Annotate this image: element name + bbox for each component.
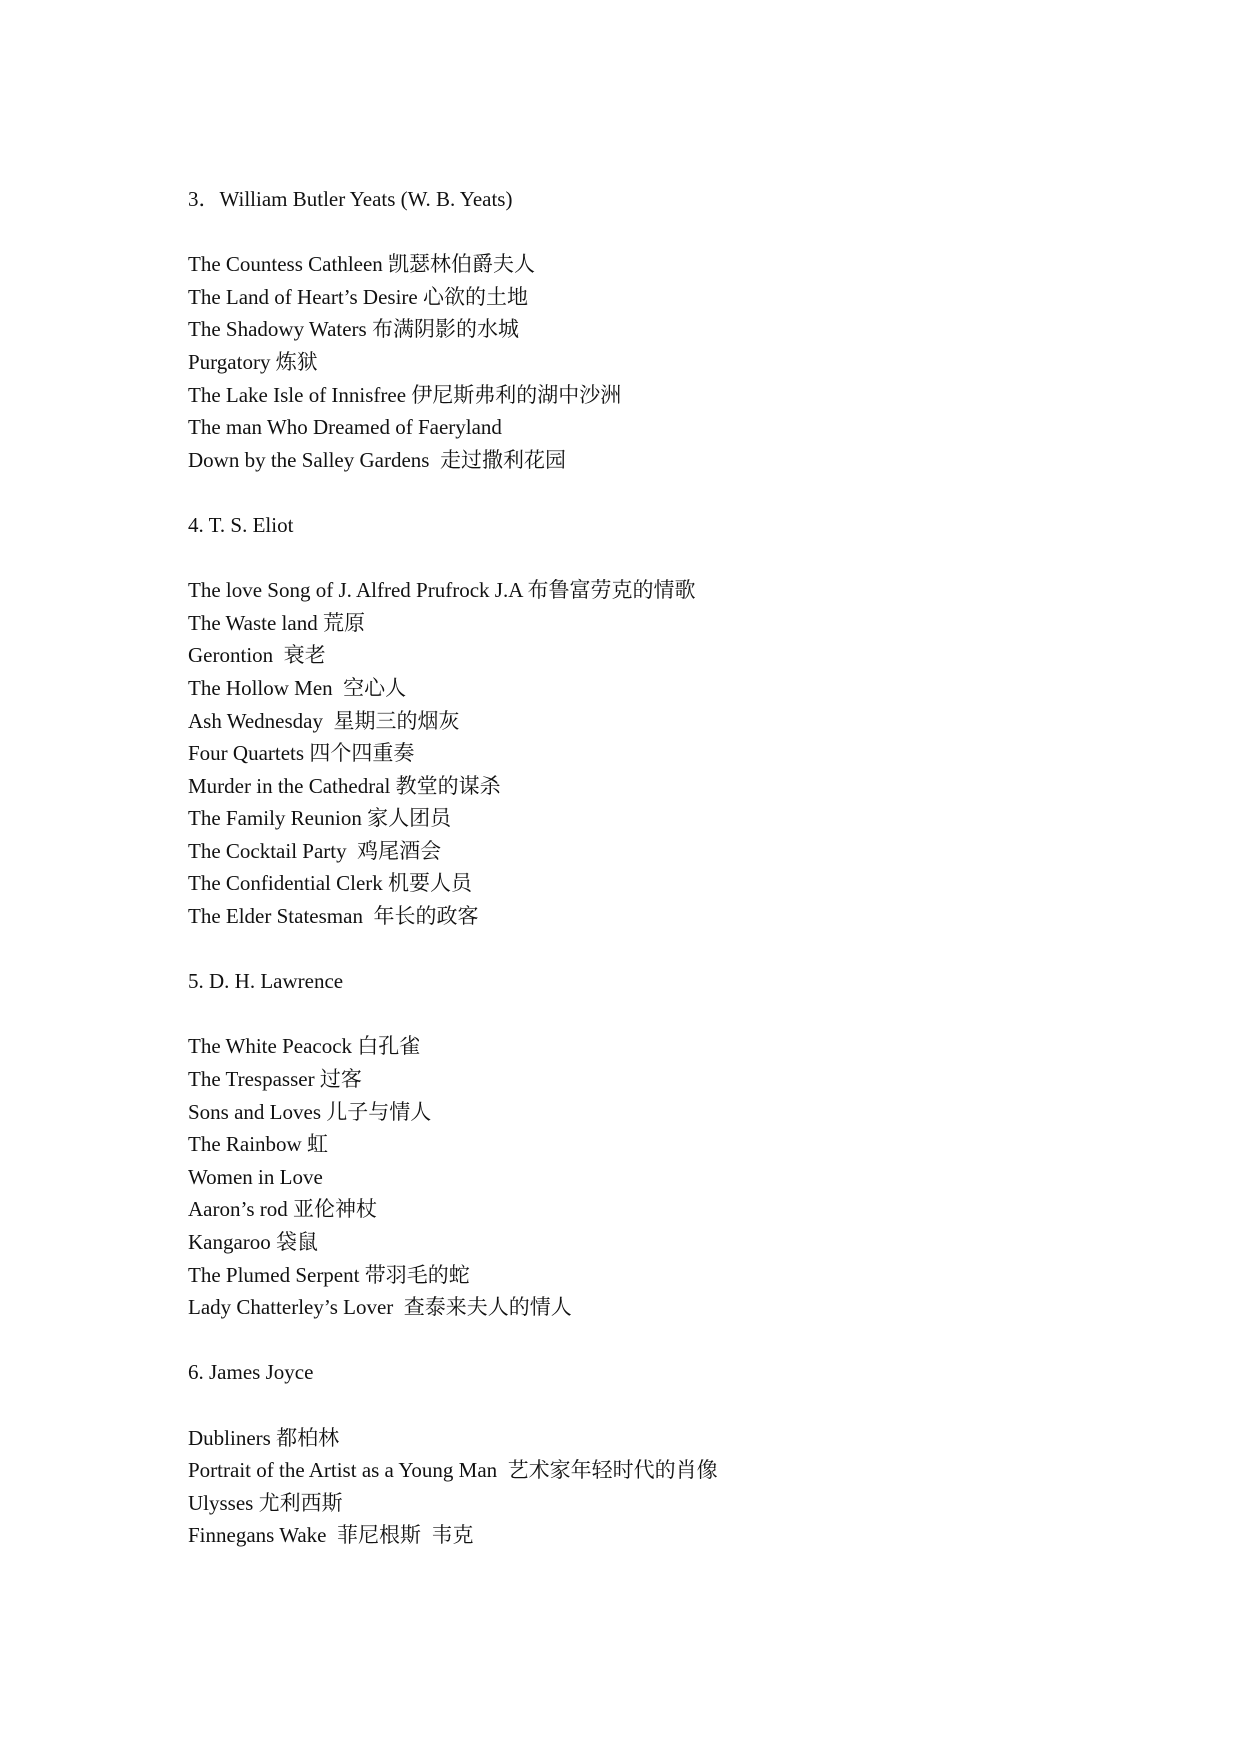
document-body: [188, 183, 1148, 1552]
list-item: Gerontion 衰老: [188, 643, 326, 668]
list-item: Ulysses 尤利西斯: [188, 1490, 343, 1515]
section-heading: 5. D. H. Lawrence: [188, 969, 344, 994]
list-item: The Family Reunion 家人团员: [188, 806, 452, 831]
list-item: The Elder Statesman 年长的政客: [188, 904, 479, 929]
list-item: Finnegans Wake 菲尼根斯 韦克: [188, 1523, 474, 1548]
list-item: Kangaroo 袋鼠: [188, 1230, 319, 1254]
list-item: The Countess Cathleen 凯瑟林伯爵夫人: [188, 252, 536, 277]
list-item: The Waste land 荒原: [188, 610, 365, 635]
section-heading: 6. James Joyce: [188, 1360, 314, 1385]
works-list: [188, 574, 1148, 933]
list-item: Ash Wednesday 星期三的烟灰: [188, 708, 460, 733]
list-item: Purgatory 炼狱: [188, 349, 318, 374]
list-item: The Plumed Serpent 带羽毛的蛇: [188, 1262, 470, 1287]
list-item: Portrait of the Artist as a Young Man 艺术家年轻时代的肖像: [188, 1458, 718, 1483]
blank-line: [188, 998, 1148, 1031]
list-item: Dubliners 都柏林: [188, 1425, 340, 1450]
blank-line: [188, 542, 1148, 575]
list-item: Sons and Loves 儿子与情人: [188, 1099, 432, 1124]
works-list: [188, 1030, 1148, 1323]
list-item: The Land of Heart’s Desire 心欲的土地: [188, 284, 528, 309]
list-item: The Confidential Clerk 机要人员: [188, 871, 473, 896]
list-item: Down by the Salley Gardens 走过撒利花园: [188, 447, 566, 472]
section-heading: 4. T. S. Eliot: [188, 512, 294, 537]
section-yeats: [188, 183, 1148, 476]
list-item: Lady Chatterley’s Lover 查泰来夫人的情人: [188, 1295, 572, 1320]
list-item: Murder in the Cathedral 教堂的谋杀: [188, 773, 501, 798]
list-item: The Hollow Men 空心人: [188, 675, 407, 700]
works-list: [188, 1422, 1148, 1552]
list-item: The White Peacock 白孔雀: [188, 1034, 421, 1059]
list-item: The man Who Dreamed of Faeryland: [188, 415, 502, 440]
list-item: The love Song of J. Alfred Prufrock J.A 布鲁富劳克的情歌: [188, 578, 696, 603]
section-lawrence: [188, 965, 1148, 1324]
section-eliot: [188, 509, 1148, 933]
section-heading: 3．William Butler Yeats (W. B. Yeats): [188, 187, 513, 211]
blank-line: [188, 1389, 1148, 1422]
list-item: The Cocktail Party 鸡尾酒会: [188, 838, 442, 863]
works-list: [188, 248, 1148, 476]
blank-line: [188, 216, 1148, 249]
list-item: The Shadowy Waters 布满阴影的水城: [188, 317, 519, 342]
list-item: The Trespasser 过客: [188, 1067, 362, 1092]
list-item: Women in Love: [188, 1164, 323, 1189]
list-item: The Rainbow 虹: [188, 1132, 328, 1157]
list-item: Aaron’s rod 亚伦神杖: [188, 1197, 377, 1222]
section-joyce: [188, 1356, 1148, 1552]
list-item: Four Quartets 四个四重奏: [188, 741, 415, 766]
list-item: The Lake Isle of Innisfree 伊尼斯弗利的湖中沙洲: [188, 382, 622, 407]
